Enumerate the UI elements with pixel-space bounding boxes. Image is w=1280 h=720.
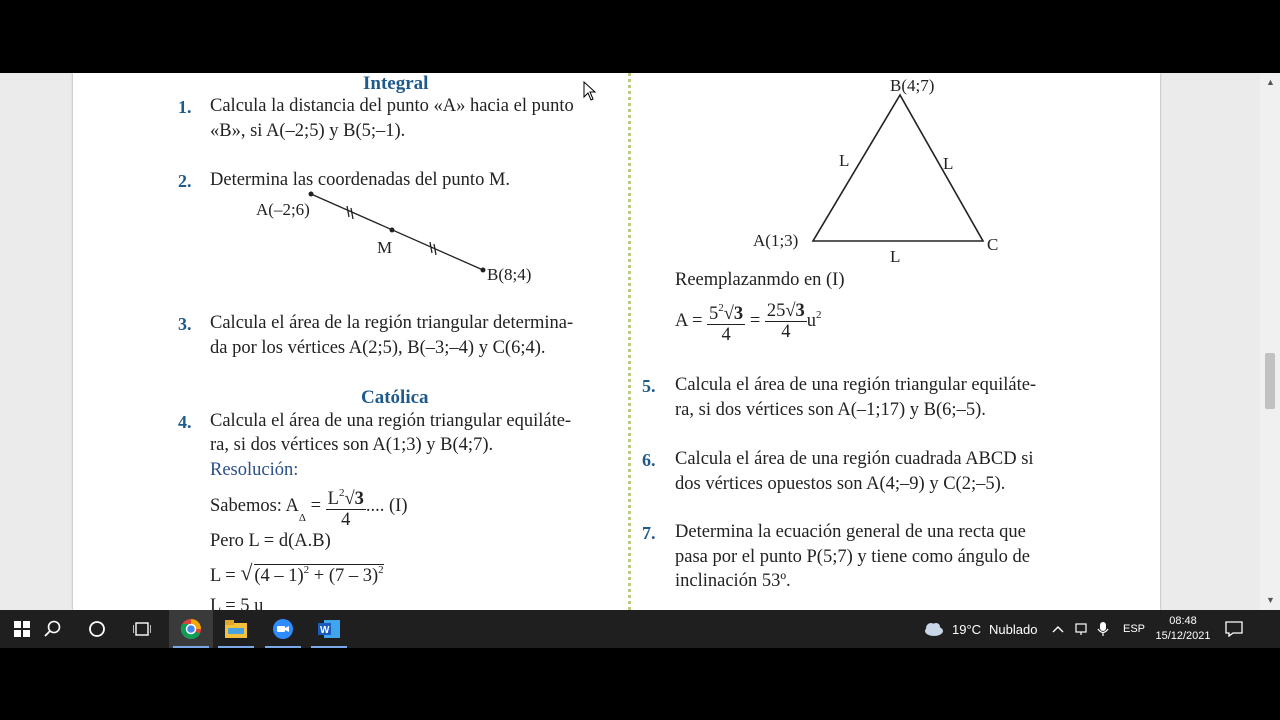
question-text: Calcula el área de una región triangular equiláte- [210,411,572,431]
formula-ref: .... (I) [365,496,408,516]
chrome-icon[interactable] [169,610,213,648]
column-divider [628,73,631,610]
frac-num: 5 [709,304,719,324]
mouse-cursor-icon [583,81,597,101]
unit-exp: 2 [816,308,822,321]
network-icon[interactable] [1074,610,1088,648]
label-point-a: A(–2;6) [256,200,310,219]
unit: u [806,311,817,331]
formula-text: A = [675,311,703,331]
formula-area-result [675,298,822,345]
label-side: L [839,151,850,170]
question-text: pasa por el punto P(5;7) y tiene como ángulo de [675,547,1031,567]
sqrt-expression [240,560,384,587]
question-text: Determina la ecuación general de una recta que [675,522,1026,542]
tick-mark [351,208,353,219]
frac-exp: 2 [338,487,345,499]
question-number: 5. [642,376,656,396]
sqrt-exp: 2 [303,564,310,576]
search-icon[interactable] [31,610,75,648]
question-number: 7. [642,523,656,543]
question-text: Calcula la distancia del punto «A» hacia el punto [210,96,574,116]
formula-text: L = [210,566,236,586]
replace-text: Reemplazanmdo en (I) [675,270,845,290]
question-number: 6. [642,450,656,470]
formula-area [210,483,408,530]
frac-root: √3 [344,489,364,509]
sqrt-icon: √ [240,560,253,585]
chevron-up-icon[interactable] [1052,610,1064,648]
frac-den: 4 [721,325,731,345]
question-text: ra, si dos vértices son A(1;3) y B(4;7). [210,435,494,455]
clock-date: 15/12/2021 [1155,630,1211,642]
segment-diagram [303,185,503,285]
vertical-scrollbar[interactable] [1260,73,1280,610]
document-page [73,73,1160,610]
fraction [326,483,366,530]
heading-integral: Integral [363,73,429,94]
notification-icon[interactable] [1225,610,1243,648]
point-a [309,192,314,197]
weather-temp: 19°C [952,621,982,637]
letterbox-bottom [0,648,1280,720]
label-side: L [943,154,954,173]
sqrt-term: (4 – 1) [254,566,304,586]
formula-distance [210,560,384,587]
formula-eq: = [749,311,761,331]
microphone-icon[interactable] [1097,610,1109,648]
frac-root: √3 [723,304,744,324]
resolution-label: Resolución: [210,460,299,480]
frac-exp: 2 [718,302,724,314]
question-text: «B», si A(–2;5) y B(5;–1). [210,121,406,141]
frac-num: L [327,489,339,509]
fraction [765,301,807,342]
triangle-diagram [808,93,988,248]
scroll-down-icon[interactable]: ▼ [1266,595,1275,605]
tick-mark [347,206,349,217]
frac-den: 4 [781,322,791,342]
formula-sub: Δ [298,511,306,524]
scrollbar-thumb[interactable] [1265,353,1275,409]
language-indicator[interactable]: ESP [1123,623,1146,635]
segment-line [311,194,483,270]
file-explorer-icon[interactable] [214,610,258,648]
sqrt-exp: 2 [378,564,384,576]
question-number: 2. [178,171,192,191]
weather-desc: Nublado [989,621,1038,637]
question-text: Calcula el área de una región cuadrada ABCD si [675,449,1034,469]
weather-widget[interactable] [922,610,1037,648]
question-number: 1. [178,97,192,117]
clock-time: 08:48 [1169,615,1197,627]
frac-root: √3 [785,301,805,321]
label-vertex-a: A(1;3) [753,231,799,250]
question-text: Calcula el área de una región triangular equiláte- [675,375,1037,395]
svg-text:W: W [320,625,330,636]
formula-pero: Pero L = d(A.B) [210,531,331,551]
question-text: Determina las coordenadas del punto M. [210,170,511,190]
point-m [390,228,395,233]
windows-taskbar [0,610,1280,648]
point-b [481,268,486,273]
formula-text: Sabemos: A [210,496,299,516]
word-icon[interactable] [307,610,351,648]
question-number: 3. [178,314,192,334]
question-text: Calcula el área de la región triangular determina- [210,313,574,333]
question-text: inclinación 53º. [675,571,791,591]
cloud-icon [922,621,944,637]
frac-den: 4 [341,510,351,530]
formula-eq: = [310,496,322,516]
formula-result: L = 5 u [210,596,264,610]
label-vertex-b: B(4;7) [890,76,935,95]
question-text: da por los vértices A(2;5), B(–3;–4) y C(6;4). [210,338,546,358]
scroll-up-icon[interactable]: ▲ [1266,77,1275,87]
question-number: 4. [178,412,192,432]
question-text: dos vértices opuestos son A(4;–9) y C(2;–5). [675,474,1006,494]
heading-catolica: Católica [361,387,429,408]
fraction [707,298,745,345]
frac-num: 25 [766,301,786,321]
clock[interactable] [1152,610,1214,648]
task-view-icon[interactable] [120,610,164,648]
question-text: ra, si dos vértices son A(–1;17) y B(6;–5). [675,400,986,420]
label-side: L [890,247,901,266]
sqrt-term: + (7 – 3) [309,566,379,586]
zoom-icon[interactable] [261,610,305,648]
cortana-icon[interactable] [75,610,119,648]
pdf-viewer [0,73,1280,610]
label-point-m: M [377,238,393,257]
label-vertex-c: C [987,235,999,254]
label-point-b: B(8;4) [487,265,532,284]
